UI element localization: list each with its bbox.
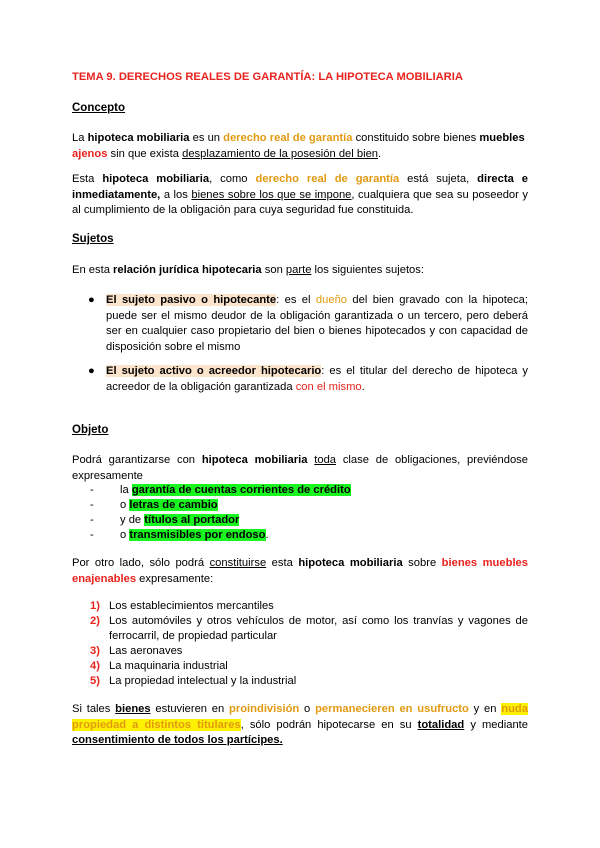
section-heading-concepto: Concepto (72, 102, 126, 114)
term-sujeto-pasivo: El sujeto pasivo o hipotecante (106, 294, 277, 306)
concepto-paragraph-2 (72, 172, 528, 219)
list-text: Los establecimientos mercantiles (109, 600, 274, 612)
term-derecho-real: derecho real de garantía (255, 173, 400, 185)
text: a los (160, 188, 192, 201)
term-relacion-juridica: relación jurídica hipotecaria (113, 264, 262, 276)
text: esta (266, 557, 299, 569)
text: Podrá garantizarse con (72, 454, 202, 466)
text: cualquiera que sea su poseedor y al cumplimiento de la obligación para cuya seguridad fue constituida. (72, 188, 528, 216)
text: . (361, 380, 365, 393)
term-parte: parte (285, 264, 312, 276)
list-text: La propiedad intelectual y la industrial (109, 675, 297, 687)
text: y mediante (464, 718, 529, 731)
obligaciones-list (90, 483, 351, 543)
dash-marker: - (90, 499, 94, 511)
term-totalidad: totalidad (417, 718, 465, 731)
term-con-el-mismo: con el mismo (295, 380, 362, 393)
document-title: TEMA 9. DERECHOS REALES DE GARANTÍA: LA HIPOTECA MOBILIARIA (72, 71, 463, 83)
highlight-garantia: garantía de cuentas corrientes de crédito (131, 484, 351, 496)
term-toda: toda (314, 454, 337, 466)
highlight-titulos: títulos al portador (144, 514, 240, 526)
text: , sólo podrán hipotecarse en su (240, 718, 418, 731)
term-bienes: bienes (115, 703, 151, 715)
list-text: Las aeronaves (109, 645, 183, 657)
list-number: 4) (90, 660, 100, 672)
text: o (299, 703, 316, 715)
list-item (90, 659, 528, 674)
text: está sujeta, (399, 173, 478, 185)
list-item (90, 498, 351, 513)
term-proindivision: proindivisión (229, 703, 300, 715)
text: : es el (276, 294, 316, 306)
section-heading-objeto: Objeto (72, 424, 109, 436)
list-item (88, 364, 528, 395)
text: y de (120, 514, 145, 526)
text: constituido sobre bienes (352, 132, 480, 144)
text: los siguientes sujetos: (311, 264, 424, 276)
term-sujeto-activo: El sujeto activo o acreedor hipotecario (106, 365, 322, 377)
text: Por otro lado, sólo podrá (72, 557, 210, 569)
text: son (261, 264, 286, 276)
objeto-paragraph-2 (72, 556, 528, 587)
text: la (120, 484, 132, 496)
list-item (90, 483, 351, 498)
term-nuda-propiedad: nuda propiedad (72, 703, 528, 731)
list-text: Los automóviles y otros vehículos de motor, así como los tranvías y vagones de ferrocarril, de propiedad particular (109, 615, 528, 642)
sujetos-list (88, 293, 528, 355)
text: clase de obligaciones, previéndose expresamente (72, 454, 528, 482)
text: sin que exista (107, 147, 183, 160)
text: o (120, 529, 130, 541)
term-usufructo: permanecieren en usufructo (315, 703, 469, 715)
list-number: 1) (90, 600, 100, 612)
list-number: 3) (90, 645, 100, 657)
term-constituirse: constituirse (209, 557, 267, 569)
list-number: 2) (90, 615, 100, 627)
list-number: 5) (90, 675, 100, 687)
text: Si tales (72, 703, 116, 715)
term-dueno: dueño (315, 294, 348, 306)
term-ajenos: ajenos (72, 147, 108, 160)
dash-marker: - (90, 529, 94, 541)
text: . (378, 147, 382, 160)
term-hipoteca-mobiliaria: hipoteca mobiliaria (87, 132, 190, 144)
list-item (90, 614, 528, 644)
highlight-transmisibles: transmisibles por endoso (129, 529, 266, 541)
term-bienes-impone: bienes sobre los que se impone, (191, 188, 355, 201)
text: : es el titular del derecho de hipoteca y acreedor de la obligación garantizada (106, 365, 528, 393)
text: En esta (72, 264, 114, 276)
term-hipoteca-mobiliaria: hipoteca mobiliaria (102, 173, 210, 185)
sujetos-intro (72, 263, 528, 279)
text: . (265, 529, 269, 541)
term-bienes-muebles-enajenables: bienes muebles enajenables (72, 557, 529, 585)
text: La (72, 132, 88, 144)
list-item (90, 513, 351, 528)
text: o (120, 499, 130, 511)
text: del bien gravado con la hipoteca; puede ser el mismo deudor de la obligación garantizada o un tercero, pero deberá ser en cualquier caso propietario del bien o bienes hipotecados y con capacidad de disposición sobre el mismo (106, 294, 528, 353)
term-hipoteca-mobiliaria: hipoteca mobiliaria (298, 557, 403, 569)
text: , como (209, 173, 256, 185)
objeto-paragraph-1 (72, 453, 528, 484)
text: Esta (72, 173, 103, 185)
bullet-icon: ● (88, 365, 95, 377)
list-item (90, 644, 528, 659)
list-text: La maquinaria industrial (109, 660, 228, 672)
bullet-icon: ● (88, 294, 95, 306)
text: expresamente: (136, 572, 214, 585)
term-desplazamiento: desplazamiento de la posesión del bien (182, 147, 379, 160)
objeto-paragraph-3 (72, 702, 528, 749)
list-item (88, 293, 528, 355)
section-heading-sujetos: Sujetos (72, 233, 114, 245)
sujetos-list (88, 364, 528, 395)
term-consentimiento: consentimiento de todos los partícipes. (72, 734, 283, 746)
term-directa-inmediatamente: directa e inmediatamente, (72, 173, 528, 201)
dash-marker: - (90, 484, 94, 496)
text: sobre (402, 557, 442, 569)
term-muebles: muebles (479, 132, 525, 144)
highlight-letras: letras de cambio (129, 499, 218, 511)
term-derecho-real: derecho real de garantía (223, 132, 353, 144)
list-item (90, 674, 528, 689)
text: y en (468, 703, 502, 715)
text: estuvieren en (150, 703, 230, 715)
list-item (90, 599, 528, 614)
dash-marker: - (90, 514, 94, 526)
list-item (90, 528, 351, 543)
bienes-list (90, 599, 528, 689)
term-distintos-titulares: a distintos titulares (132, 718, 241, 731)
concepto-paragraph-1 (72, 131, 528, 162)
term-hipoteca-mobiliaria: hipoteca mobiliaria (201, 454, 308, 466)
text: es un (189, 132, 224, 144)
